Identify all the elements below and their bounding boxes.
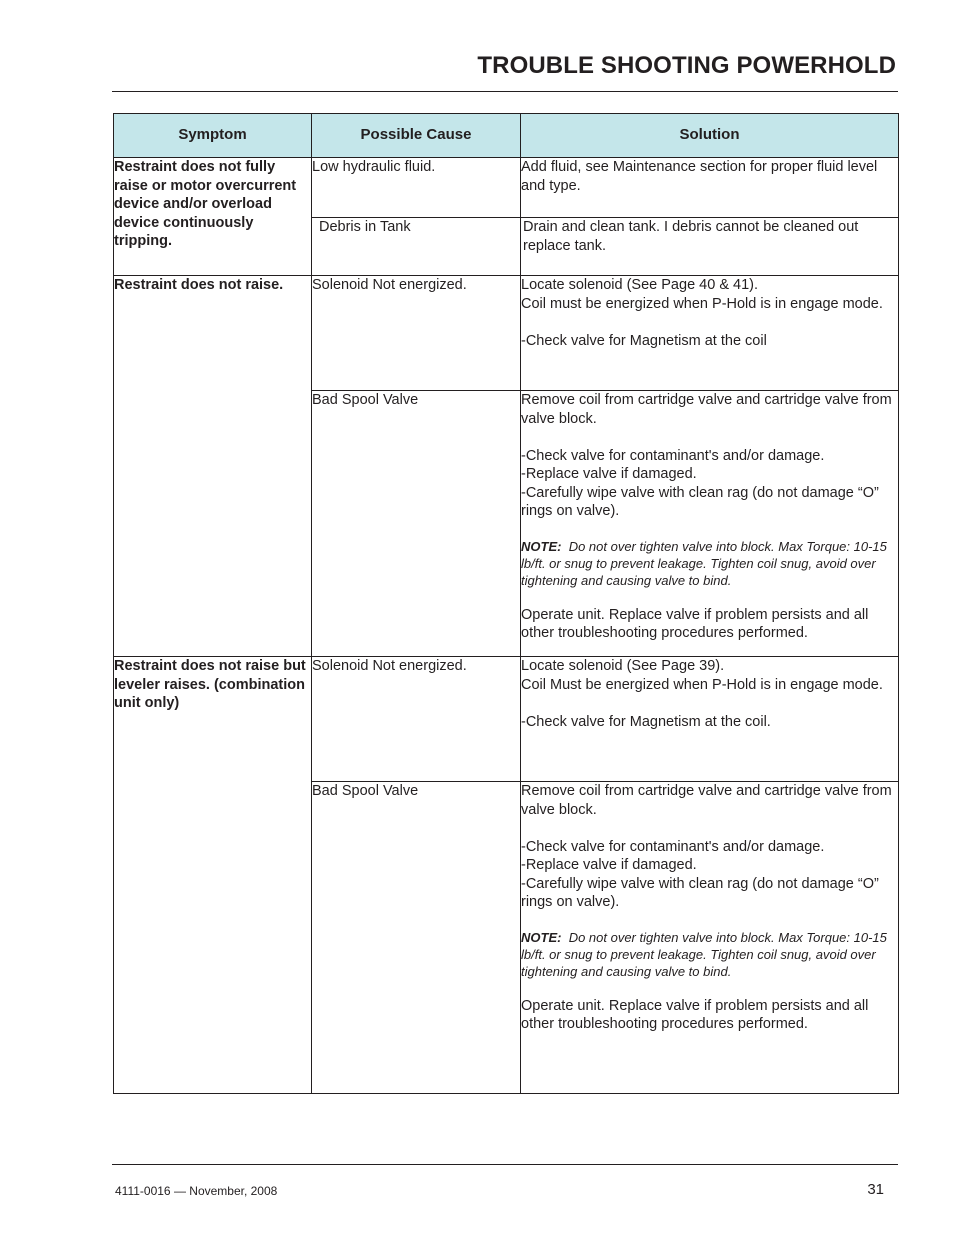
- note-text: [521, 929, 898, 980]
- note-body: Do not over tighten valve into block. Max Torque: 10-15 lb/ft. or snug to prevent leakage. Tighten coil snug, avoid over tightening and causing valve to bind.: [521, 538, 887, 588]
- symptom-cell: Restraint does not raise.: [114, 276, 312, 657]
- cause-cell: Debris in Tank: [312, 218, 521, 276]
- solution-cell: [521, 158, 899, 218]
- cause-cell: Solenoid Not energized.: [312, 657, 521, 782]
- header-rule: [112, 91, 898, 92]
- solution-line: -Replace valve if damaged.: [521, 466, 697, 482]
- solution-line: -Check valve for Magnetism at the coil.: [521, 713, 771, 730]
- solution-cell: [521, 391, 899, 657]
- cause-cell: Bad Spool Valve: [312, 782, 521, 1094]
- column-header-symptom: Symptom: [114, 114, 312, 158]
- table-row: [114, 657, 899, 782]
- solution-line: -Check valve for contaminant's and/or damage.: [521, 447, 825, 464]
- footer-rule: [112, 1164, 898, 1165]
- solution-line: -Carefully wipe valve with clean rag (do not damage “O” rings on valve).: [521, 875, 879, 910]
- note-label: NOTE:: [521, 929, 562, 945]
- solution-cell: [521, 276, 899, 391]
- solution-line: Locate solenoid (See Page 39).: [521, 658, 725, 674]
- column-header-solution: Solution: [521, 114, 899, 158]
- symptom-cell: Restraint does not raise but leveler raises. (combination unit only): [114, 657, 312, 1094]
- page-number: 31: [867, 1181, 884, 1198]
- solution-line: Add fluid, see Maintenance section for proper fluid level and type.: [521, 159, 878, 194]
- solution-line: -Check valve for contaminant's and/or damage.: [521, 838, 825, 855]
- solution-line: -Check valve for Magnetism at the coil: [521, 332, 767, 349]
- table-row: [114, 158, 899, 218]
- solution-cell: [521, 782, 899, 1094]
- cause-cell: Solenoid Not energized.: [312, 276, 521, 391]
- cause-cell: Low hydraulic fluid.: [312, 158, 521, 218]
- document-reference: 4111-0016 — November, 2008: [115, 1184, 278, 1198]
- column-header-cause: Possible Cause: [312, 114, 521, 158]
- note-body: Do not over tighten valve into block. Max Torque: 10-15 lb/ft. or snug to prevent leakage. Tighten coil snug, avoid over tightening and causing valve to bind.: [521, 929, 887, 979]
- solution-line: -Replace valve if damaged.: [521, 857, 697, 873]
- table-header-row: [114, 114, 899, 158]
- note-label: NOTE:: [521, 538, 562, 554]
- solution-line: Remove coil from cartridge valve and cartridge valve from valve block.: [521, 783, 892, 818]
- cause-cell: Bad Spool Valve: [312, 391, 521, 657]
- note-text: [521, 538, 898, 589]
- table-row: [114, 276, 899, 391]
- solution-line: Operate unit. Replace valve if problem persists and all other troubleshooting procedures performed.: [521, 997, 869, 1032]
- solution-line: Remove coil from cartridge valve and cartridge valve from valve block.: [521, 392, 892, 427]
- solution-line: Drain and clean tank. I debris cannot be cleaned out replace tank.: [523, 219, 859, 254]
- solution-cell: [521, 218, 899, 276]
- solution-cell: [521, 657, 899, 782]
- solution-line: -Carefully wipe valve with clean rag (do not damage “O” rings on valve).: [521, 484, 879, 519]
- symptom-cell: Restraint does not fully raise or motor overcurrent device and/or overload device continuously tripping.: [114, 158, 312, 276]
- page-title: TROUBLE SHOOTING POWERHOLD: [477, 52, 896, 79]
- solution-line: Operate unit. Replace valve if problem persists and all other troubleshooting procedures performed.: [521, 606, 869, 641]
- solution-line: Coil Must be energized when P-Hold is in engage mode.: [521, 676, 883, 693]
- troubleshooting-table: [113, 113, 899, 1094]
- solution-line: Coil must be energized when P-Hold is in engage mode.: [521, 295, 883, 312]
- solution-line: Locate solenoid (See Page 40 & 41).: [521, 277, 758, 293]
